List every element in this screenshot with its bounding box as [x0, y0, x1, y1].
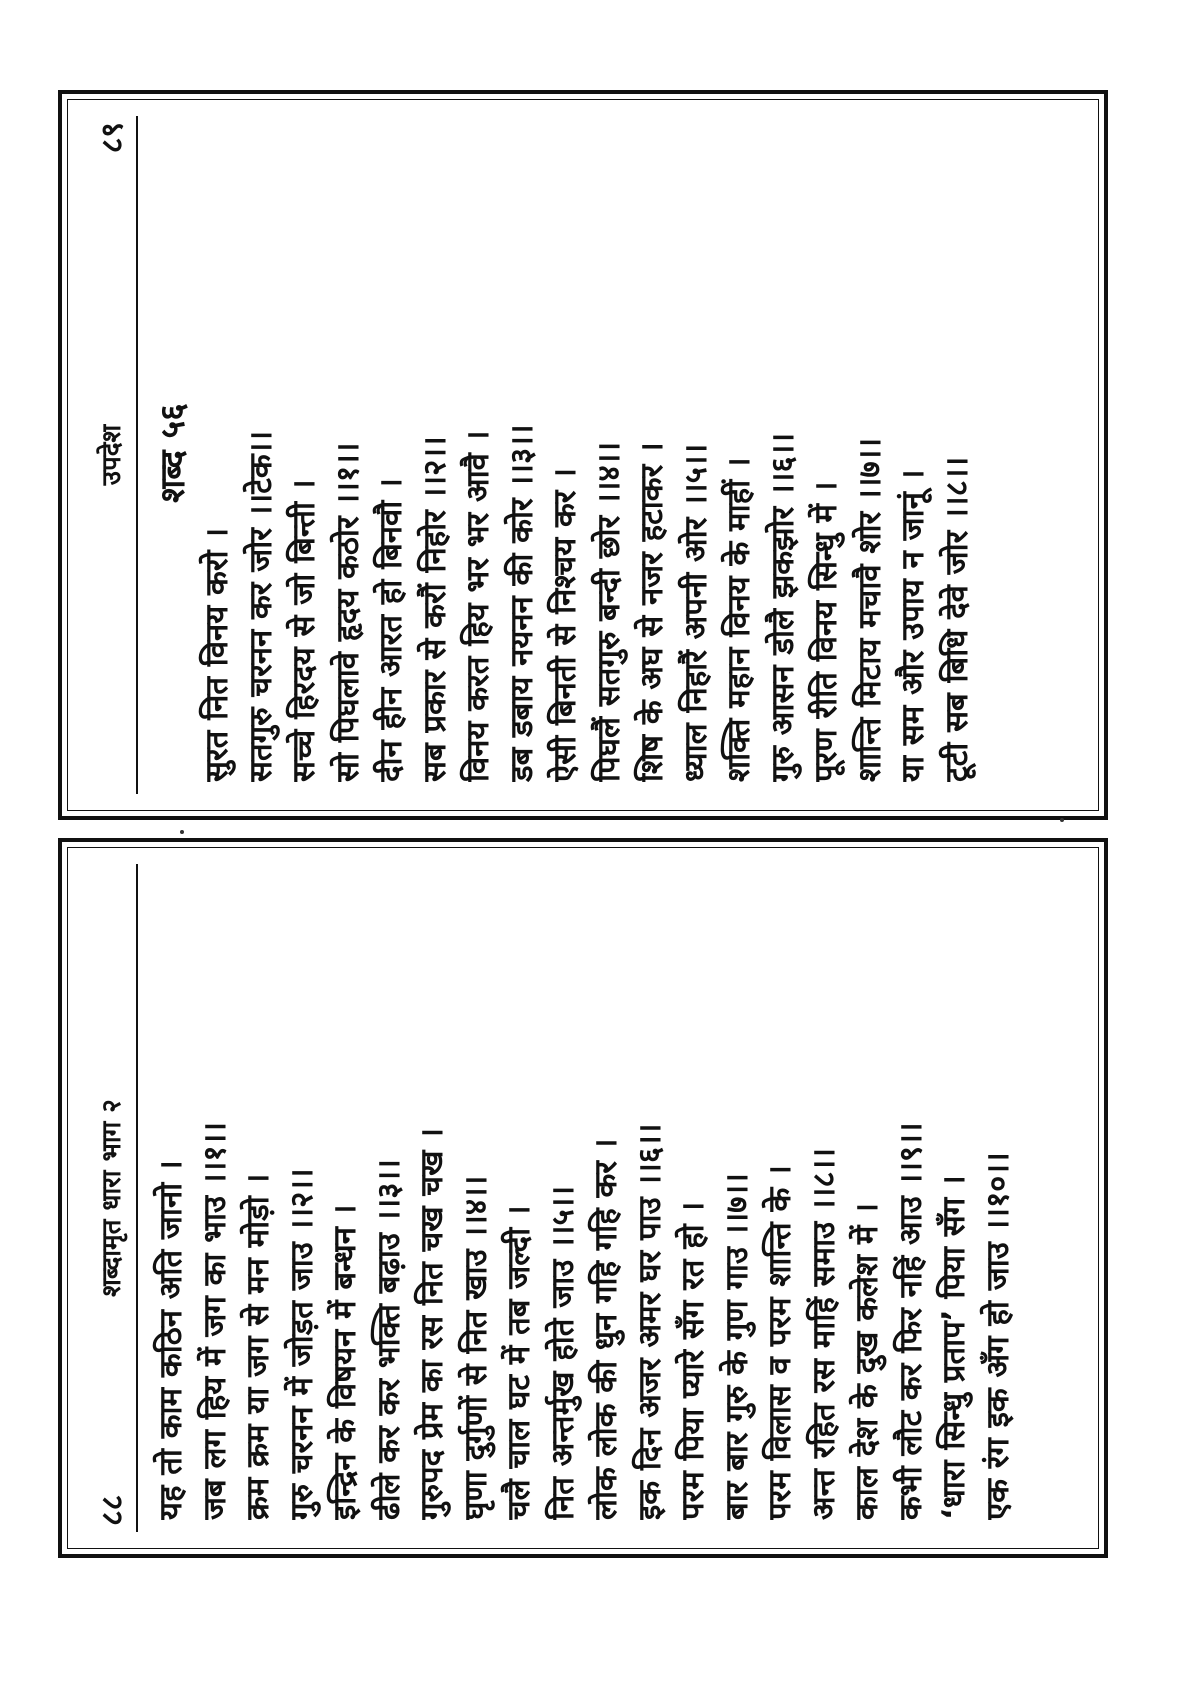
right-page-number: ८९	[95, 122, 130, 154]
verse-line: क्रम क्रम या जग से मन मोड़ो ।	[240, 1173, 276, 1520]
section-title: शब्द ५६	[153, 403, 193, 503]
verse-line: काल देश के दुख कलेश में ।	[849, 1203, 885, 1520]
verse-line: डब डबाय नयनन की कोर ।।३।।	[503, 424, 540, 782]
verse-line: गुरु चरनन में जोड़त जाउ ।।२।।	[283, 1168, 320, 1520]
verse-line: लोक लोक की धुन गहि गहि कर ।	[588, 1138, 624, 1520]
verse-line: परम विलास व परम शान्ति के ।	[762, 1165, 798, 1520]
verse-line: शान्ति मिटाय मचावै शोर ।।७।।	[851, 437, 888, 782]
scan-speck	[1060, 818, 1064, 822]
verse-line: बार बार गुरु के गुण गाउ ।।७।।	[718, 1173, 755, 1520]
verse-line: ऐसी बिनती से निश्चय कर ।	[547, 468, 583, 782]
verse-line: चलै चाल घट में तब जल्दी ।	[501, 1205, 537, 1520]
verse-line: यह तो काम कठिन अति जानो ।	[153, 1160, 189, 1520]
verse-line: इक दिन अजर अमर घर पाउ ।।६।।	[631, 1123, 668, 1520]
verse-line: इन्द्रिन के विषयन में बन्धन ।	[327, 1204, 363, 1520]
scan-speck	[180, 830, 184, 834]
verse-line: अन्त रहित रस माहिं समाउ ।।८।।	[805, 1147, 842, 1520]
left-page-running-title: शब्दामृत धारा भाग २	[97, 1099, 127, 1297]
right-page-header	[84, 116, 138, 794]
verse-line: विनय करत हिय भर भर आवै ।	[460, 430, 496, 782]
verse-line: पिघलैं सतगुरु बन्दी छोर ।।४।।	[590, 441, 627, 782]
verse-line: गुरुपद प्रेम का रस नित चख चख ।	[414, 1128, 450, 1520]
verse-line: ‘धारा सिन्धु प्रताप’ पिया सँग ।	[936, 1175, 972, 1520]
verse-line: शिष के अघ से नजर हटाकर ।	[634, 442, 670, 782]
left-page	[58, 838, 1108, 1558]
left-page-header	[84, 864, 138, 1532]
verse-line: नित अन्तर्मुख होते जाउ ।।५।।	[544, 1185, 581, 1520]
right-page-body	[150, 124, 1080, 782]
verse-line: घृणा दुर्गुणों से नित खाउ ।।४।।	[457, 1175, 494, 1520]
left-page-body	[150, 872, 1080, 1520]
verse-line: शक्ति महान विनय के माहीं ।	[721, 457, 757, 782]
verse-line: ढीले कर कर भक्ति बढ़ाउ ।।३।।	[370, 1159, 407, 1520]
verse-line: दीन हीन आरत हो बिनवौ ।	[373, 478, 409, 782]
verse-line: एक रंग इक अँग हो जाउ ।।१०।।	[979, 1152, 1016, 1520]
verse-line: परम पिया प्यारे सँग रत हो ।	[675, 1201, 711, 1520]
verse-line: सब प्रकार से करौं निहोर ।।२।।	[416, 436, 453, 782]
verse-line: या सम और उपाय न जानूं ।	[895, 469, 931, 782]
right-page-running-title: उपदेश	[97, 424, 127, 486]
verse-line: सो पिघलावे हृदय कठोर ।।१।।	[329, 442, 366, 782]
right-page	[58, 90, 1108, 820]
verse-line: टूटी सब बिधि देवे जोर ।।८।।	[938, 456, 975, 782]
verse-line: सुरत नित विनय करो ।	[199, 527, 235, 782]
verse-line: जब लग हिय में जग का भाउ ।।१।।	[196, 1122, 233, 1520]
left-page-number: ८८	[95, 1494, 130, 1526]
verse-line: ध्याल निहारैं अपनी ओर ।।५।।	[677, 443, 714, 782]
verse-line: गुरु आसन डोलै झकझोर ।।६।।	[764, 432, 801, 782]
verse-line: कभी लौट कर फिर नहिं आउ ।।९।।	[892, 1122, 929, 1520]
verse-line: सच्चे हिरदय से जो बिन्ती ।	[286, 479, 322, 782]
verse-line: पूरण रीति विनय सिन्धु में ।	[808, 481, 844, 782]
verse-line: सतगुरु चरनन कर जोर ।।टेक।।	[242, 430, 279, 782]
